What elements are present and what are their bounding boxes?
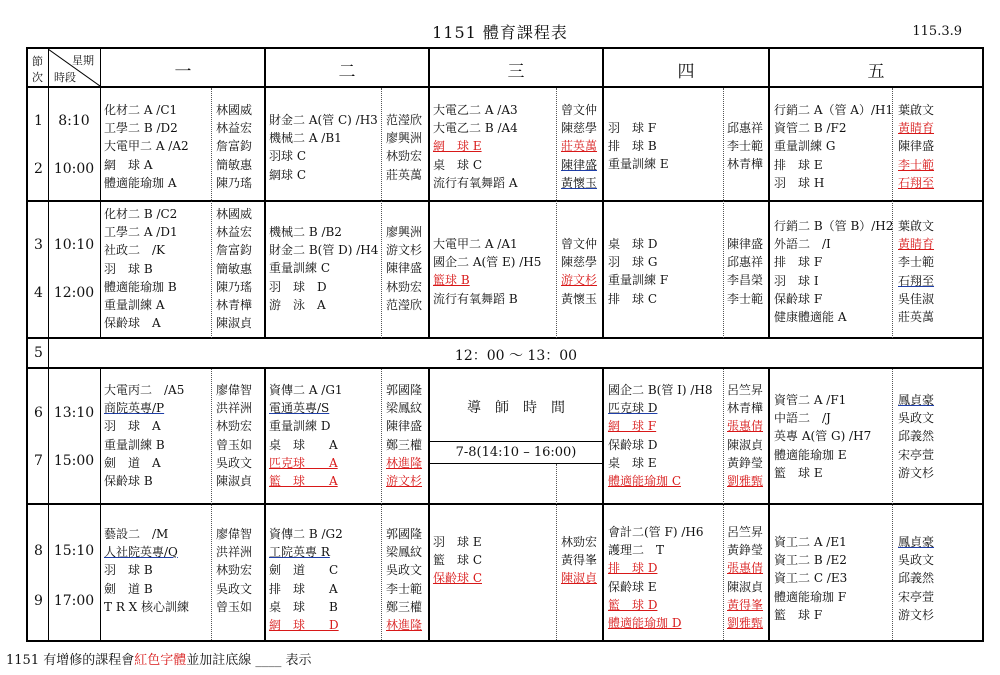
thu-slot3-courses: 國企二 B(管 I) /H8 匹克球 D 網 球 F 保齡球 D 桌 球 E 體適能瑜珈 C [608,383,713,488]
mon-slot1-teachers: 林國威 林益宏 詹富鈞 簡敏惠 陳乃瑤 [216,103,253,190]
mentor-time-range: 7-8(14:10 – 16:00) [455,445,577,460]
period-7: 7 [34,453,43,469]
tue-slot4-teachers: 郭國隆 梁鳳紋 吳政文 李士範 鄭三權 林進隆 [386,527,423,632]
tue-slot3-teachers: 郭國隆 梁鳳紋 陳律盛 鄭三權 林進隆 游文杉 [386,383,423,488]
tue-slot2-courses: 機械二 B /B2 財金二 B(管 D) /H4 重量訓練 C 羽 球 D 游 泳 A [269,225,379,312]
tue-slot1-courses: 財金二 A(管 C) /H3 機械二 A /B1 羽球 C 網球 C [269,113,378,182]
thu-slot1-courses: 羽 球 F 排 球 B 重量訓練 E [608,121,669,172]
lunch-break: 12：00 ～ 13：00 [454,348,578,364]
time-end-1: 10:00 [53,161,95,177]
tue-slot2-teachers: 廖興洲 游文杉 陳律盛 林勁宏 范瀅欣 [386,225,423,312]
date-label: 115.3.9 [912,24,962,39]
header-period-a: 節 [32,55,43,68]
schedule-table [26,47,984,642]
day-header-fri: 五 [867,62,885,82]
header-timeslot: 時段 [54,71,76,84]
thu-slot4-courses: 會計二(管 F) /H6 護理二 T 排 球 D 保齡球 E 籃 球 D 體適能瑜珈 D [608,525,704,630]
tue-slot3-courses: 資傳二 A /G1 電通英專/S 重量訓練 D 桌 球 A 匹克球 A 籃 球 A [269,383,343,488]
fri-slot1-teachers: 葉啟文 黃睛育 陳律盛 李士範 石翔至 [898,103,935,190]
thu-slot2-courses: 桌 球 D 羽 球 G 重量訓練 F 排 球 C [608,237,669,306]
period-8: 8 [34,543,43,559]
tue-slot1-teachers: 范瀅欣 廖興洲 林勁宏 莊英萬 [386,113,423,182]
time-start-1: 8:10 [58,113,90,129]
tue-slot4-courses: 資傳二 B /G2 工院英專 R 劍 道 C 排 球 A 桌 球 B 網 球 D [269,527,343,632]
thu-slot4-teachers: 呂竺昇 黃錚瑩 張惠倩 陳淑貞 黃得峯 劉雅甄 [727,525,764,630]
time-end-4: 15:00 [53,453,95,469]
fri-slot1-courses: 行銷二 A（管 A）/H1 資管二 B /F2 重量訓練 G 排 球 E 羽 球 H [774,103,894,190]
footer-note [6,649,312,668]
fri-slot4-courses: 資工二 A /E1 資工二 B /E2 資工二 C /E3 體適能瑜珈 F 籃 球 F [774,535,848,622]
period-3: 3 [34,237,43,253]
thu-slot2-teachers: 陳律盛 邱惠祥 李昌榮 李士範 [727,237,764,306]
wed-slot2-courses: 大電甲二 A /A1 國企二 A(管 E) /H5 籃球 B 流行有氧舞蹈 B [433,237,542,306]
period-9: 9 [34,593,43,609]
time-start-2: 10:10 [53,237,95,253]
wed-slot1-teachers: 曾文仲 陳慈學 莊英萬 陳律盛 黃懷玉 [561,103,598,190]
mentor-time-label: 導 師 時 間 [467,400,565,416]
wed-slot4-courses: 羽 球 E 籃 球 C 保齡球 C [433,535,482,586]
fri-slot3-courses: 資管二 A /F1 中語二 /J 英專 A(管 G) /H7 體適能瑜珈 E 籃 球 E [774,393,872,480]
thu-slot3-teachers: 呂竺昇 林青樺 張惠倩 陳淑貞 黃錚瑩 劉雅甄 [727,383,764,488]
fri-slot2-teachers: 葉啟文 黃睛育 李士範 石翔至 吳佳淑 莊英萬 [898,219,935,324]
mon-slot4-courses: 藝設二 /M 人社院英專/Q 羽 球 B 劍 道 B T R X 核心訓練 [104,527,190,614]
mon-slot2-courses: 化材二 B /C2 工學二 A /D1 社政二 /K 羽 球 B 體適能瑜珈 B 重量訓練 A 保齡球 A [104,207,178,331]
time-end-2: 12:00 [53,285,95,301]
footer-suffix: 並加註底線 ____ 表示 [186,653,312,668]
wed-slot4-teachers: 林勁宏 黃得峯 陳淑貞 [561,535,598,586]
header-diagonal [48,49,100,86]
page-title: 1151 體育課程表 [432,23,568,42]
mon-slot3-teachers: 廖偉智 洪祥洲 林勁宏 曾玉如 吳政文 陳淑貞 [216,383,253,488]
time-start-4: 13:10 [53,405,95,421]
fri-slot3-teachers: 鳳貞豪 吳政文 邱義然 宋亭萱 游文杉 [898,393,935,480]
time-end-5: 17:00 [53,593,95,609]
mon-slot1-courses: 化材二 A /C1 工學二 B /D2 大電甲二 A /A2 網 球 A 體適能瑜珈 A [104,103,189,190]
time-start-5: 15:10 [53,543,95,559]
mon-slot4-teachers: 廖偉智 洪祥洲 林勁宏 吳政文 曾玉如 [216,527,253,614]
fri-slot2-courses: 行銷二 B（管 B）/H2 外語二 /I 排 球 F 羽 球 I 保齡球 F 健康體適能 A [774,219,894,324]
day-header-tue: 二 [338,62,356,82]
day-header-thu: 四 [677,62,695,82]
period-4: 4 [34,285,43,301]
wed-slot2-teachers: 曾文仲 陳慈學 游文杉 黃懷玉 [561,237,598,306]
header-period-b: 次 [32,71,43,84]
mon-slot2-teachers: 林國威 林益宏 詹富鈞 簡敏惠 陳乃瑤 林青樺 陳淑貞 [216,207,253,331]
period-1: 1 [34,113,43,129]
mon-slot3-courses: 大電丙二 /A5 商院英專/P 羽 球 A 重量訓練 B 劍 道 A 保齡球 B [104,383,185,488]
day-header-wed: 三 [507,62,525,82]
period-6: 6 [34,405,43,421]
period-2: 2 [34,161,43,177]
header-weekday: 星期 [72,54,94,67]
fri-slot4-teachers: 鳳貞豪 吳政文 邱義然 宋亭萱 游文杉 [898,535,935,622]
wed-slot1-courses: 大電乙二 A /A3 大電乙二 B /A4 網 球 E 桌 球 C 流行有氧舞蹈 A [433,103,518,190]
period-5: 5 [34,345,43,361]
footer-prefix: 1151 有增修的課程會 [6,653,135,668]
day-header-mon: 一 [174,62,192,82]
thu-slot1-teachers: 邱惠祥 李士範 林青樺 [727,121,764,172]
footer-red-text: 紅色字體 [134,653,187,668]
